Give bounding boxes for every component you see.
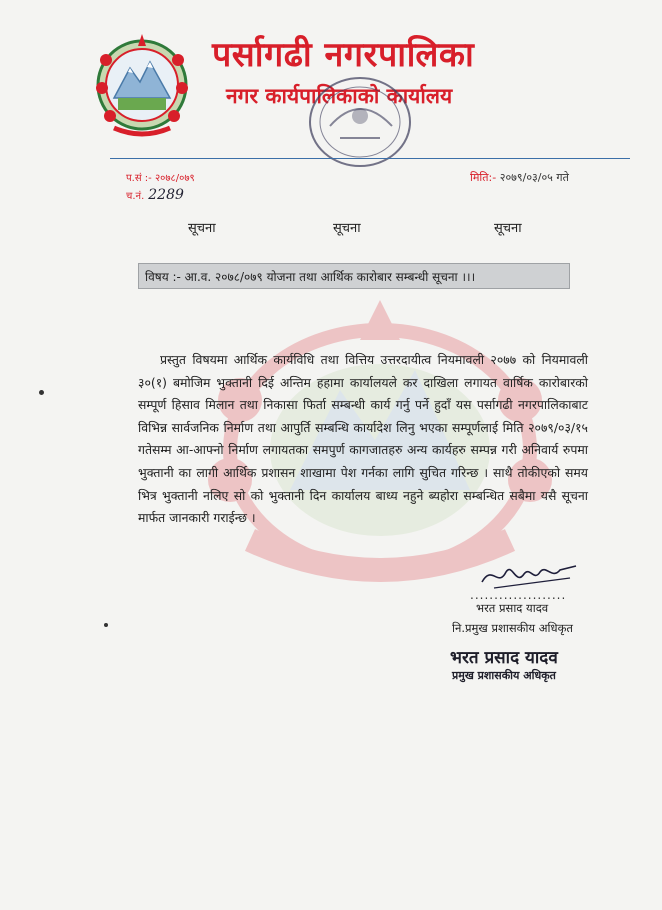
notice-heading: सूचना [494,221,522,236]
scan-dot [39,390,44,395]
org-name: पर्सागढी नगरपालिका [212,35,475,75]
scan-dot [104,623,108,627]
notice-heading: सूचना [188,221,216,236]
dispatch-label: च.नं. [126,191,145,202]
signer-name: भरत प्रसाद यादव [476,601,549,615]
reference-number: प.सं :- २०७८/०७९ [126,173,195,184]
date-label: मिति:- [470,171,497,184]
dispatch-number [126,187,184,203]
office-name: नगर कार्यपालिकाको कार्यालय [226,84,453,108]
stamp-signer-title: प्रमुख प्रशासकीय अधिकृत [452,669,556,682]
nepal-emblem-icon [92,30,192,140]
notice-heading: सूचना [333,221,361,236]
dispatch-value: 2289 [148,187,184,203]
date-suffix: गते [556,171,569,184]
date-value: २०७९/०३/०५ [499,171,553,184]
body-paragraph: प्रस्तुत विषयमा आर्थिक कार्यविधि तथा वित्तिय उत्तरदायीत्व नियमावली २०७७ को नियमावली ३०(१) बमोजिम भुक्तानी दिई अन्तिम हहामा कार्यालयले कर दाखिला लगायत वार्षिक कारोबारको सम्पूर्ण हिसाव मिलान तथा निकासा फिर्ता सम्बन्धी कार्य गर्नु पर्ने हुदाँ यस पर्सागढी नगरपालिकाबाट विभिन्न सार्वजनिक निर्माण तथा आपुर्ति सम्बन्धि कार्यादेश लिनु भएका सम्पूर्णलाई मिति २०७९/०३/१५ गतेसम्म आ-आफ्नो निर्माण लगायतका समपुर्ण कागजातहरु अन्य कार्यहरु सम्पन्न गरी अनिवार्य रुपमा भुक्तानी का लागी आर्थिक प्रशासन शाखामा पेश गर्नका लागि सुचित गरिन्छ । साथै तोकीएको समय भित्र भुक्तानी नलिए सो को भुक्तानी दिन कार्यालय बाध्य नहुने ब्यहोरा सम्बन्धित सबैमा यसै सूचना मार्फत जानकारी गराईन्छ । [138,352,588,526]
header-divider [110,158,630,159]
subject-line: विषय :- आ.व. २०७८/०७९ योजना तथा आर्थिक कारोबार सम्बन्धी सूचना ।।। [138,263,570,289]
office-seal-stamp [300,72,420,172]
notice-body [138,349,588,530]
signature-line: .................... [470,588,567,602]
stamp-signer-name: भरत प्रसाद यादव [450,648,558,668]
date-line [470,170,569,185]
signer-title: नि.प्रमुख प्रशासकीय अधिकृत [452,621,573,635]
